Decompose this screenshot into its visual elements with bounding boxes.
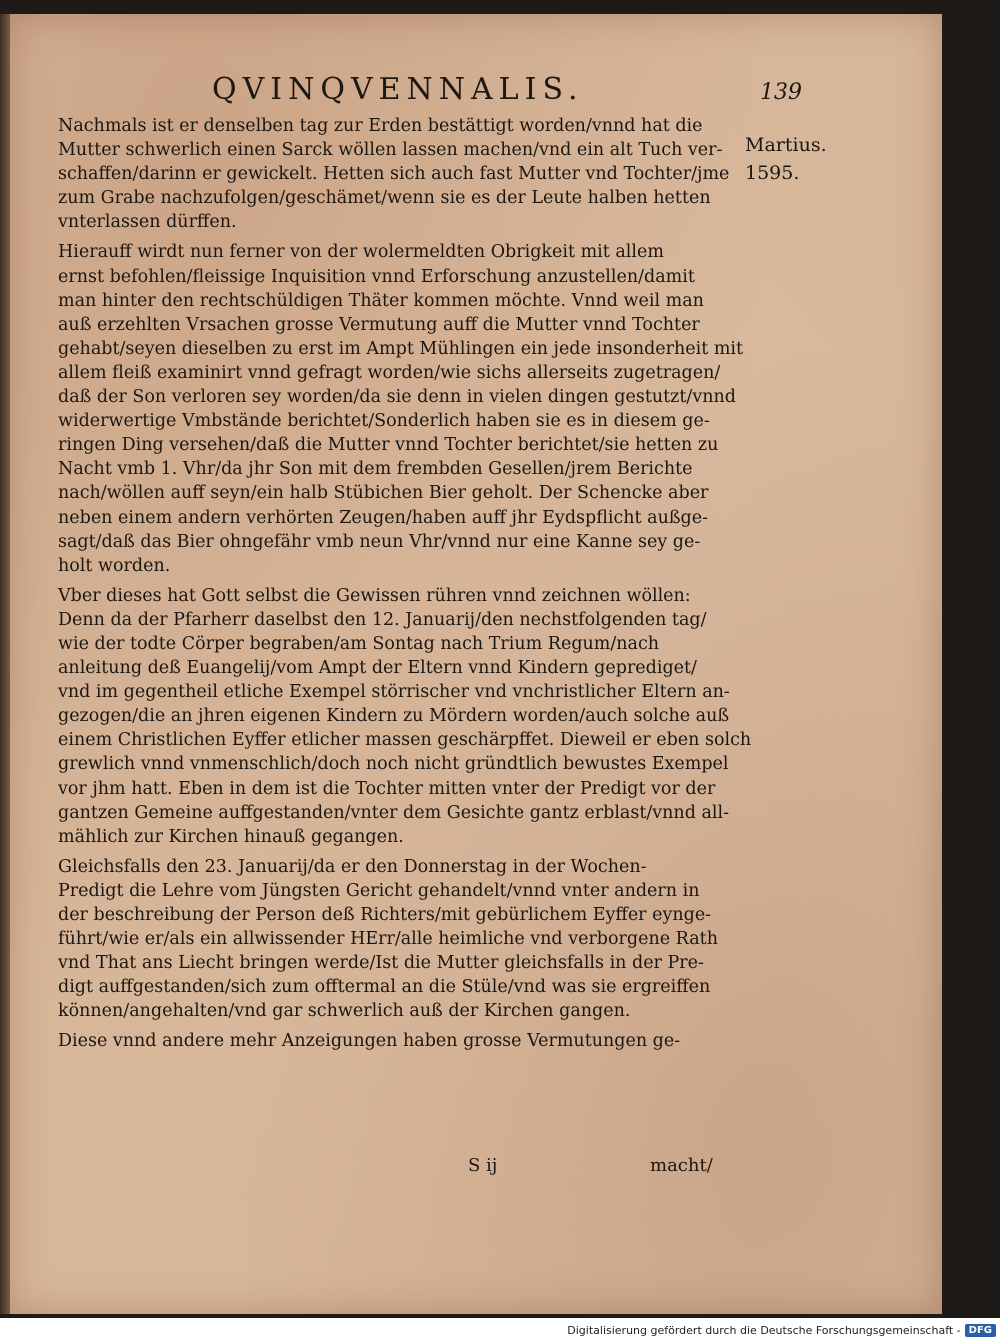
margin-note-year: 1595.: [745, 162, 800, 184]
page-number: 139: [760, 80, 802, 105]
text-line: der beschreibung der Person deß Richters/mit gebürlichem Eyffer eynge-: [58, 905, 712, 925]
text-line: führt/wie er/als ein allwissender HErr/alle heimliche vnd verborgene Rath: [58, 929, 718, 950]
text-line: gezogen/die an jhren eigenen Kindern zu Mördern worden/auch solche auß: [58, 706, 730, 727]
text-line: einem Christlichen Eyffer etlicher massen geschärpffet. Dieweil er eben solch: [58, 730, 752, 751]
text-line: Predigt die Lehre vom Jüngsten Gericht gehandelt/vnnd vnter andern in: [58, 880, 700, 901]
text-line: gehabt/seyen dieselben zu erst im Ampt Mühlingen ein jede insonderheit mit: [58, 338, 744, 359]
text-line: grewlich vnnd vnmenschlich/doch noch nicht gründtlich bewustes Exempel: [58, 754, 729, 775]
margin-note-month: Martius.: [745, 134, 827, 156]
text-line: zum Grabe nachzufolgen/geschämet/wenn sie es der Leute halben hetten: [58, 188, 711, 209]
text-line: Nachmals ist er denselben tag zur Erden bestättigt worden/vnnd hat die: [58, 116, 703, 136]
text-line: neben einem andern verhörten Zeugen/haben auff jhr Eydspflicht außge-: [58, 507, 709, 528]
text-line: sagt/daß das Bier ohngefähr vmb neun Vhr/vnnd nur eine Kanne sey ge-: [58, 531, 701, 552]
text-line: vnterlassen dürffen.: [58, 212, 237, 233]
catchword: macht/: [650, 1155, 713, 1176]
digitization-footer: [567, 1320, 996, 1340]
body-text: [58, 114, 752, 1054]
text-line: Diese vnnd andere mehr Anzeigungen haben grosse Vermutungen ge-: [58, 1031, 681, 1052]
text-line: nach/wöllen auff seyn/ein halb Stübichen Bier geholt. Der Schencke aber: [58, 483, 709, 504]
text-line: vnd That ans Liecht bringen werde/Ist die Mutter gleichsfalls in der Pre-: [58, 953, 704, 974]
text-line: Nacht vmb 1. Vhr/da jhr Son mit dem frembden Gesellen/jrem Berichte: [58, 459, 693, 480]
text-line: schaffen/darinn er gewickelt. Hetten sich auch fast Mutter vnd Tochter/jme: [58, 164, 730, 185]
text-line: man hinter den rechtschüldigen Thäter kommen möchte. Vnnd weil man: [58, 290, 704, 311]
footer-credit: Digitalisierung gefördert durch die Deutsche Forschungsgemeinschaft -: [567, 1323, 961, 1337]
running-title: QVINQVENNALIS.: [212, 72, 584, 107]
text-line: holt worden.: [58, 555, 171, 576]
text-line: vor jhm hatt. Eben in dem ist die Tochter mitten vnter der Predigt vor der: [58, 778, 716, 799]
text-line: auß erzehlten Vrsachen grosse Vermutung auff die Mutter vnnd Tochter: [58, 314, 700, 335]
text-line: widerwertige Vmbstände berichtet/Sonderlich haben sie es in diesem ge-: [58, 411, 710, 432]
text-line: ringen Ding versehen/daß die Mutter vnnd Tochter berichtet/sie hetten zu: [58, 435, 719, 456]
text-line: allem fleiß examinirt vnnd gefragt worden/wie sichs allerseits zugetragen/: [58, 362, 721, 383]
text-line: Gleichsfalls den 23. Januarij/da er den Donnerstag in der Wochen-: [58, 856, 647, 877]
text-line: ernst befohlen/fleissige Inquisition vnnd Erforschung anzustellen/damit: [58, 266, 695, 287]
text-line: wie der todte Cörper begraben/am Sontag nach Trium Regum/nach: [58, 633, 660, 654]
text-line: digt auffgestanden/sich zum offtermal an die Stüle/vnd was sie ergreiffen: [58, 977, 711, 998]
text-line: vnd im gegentheil etliche Exempel störrischer vnd vnchristlicher Eltern an-: [58, 682, 730, 703]
text-line: daß der Son verloren sey worden/da sie denn in vielen dingen gestutzt/vnnd: [58, 387, 736, 408]
text-line: Vber dieses hat Gott selbst die Gewissen rühren vnnd zeichnen wöllen:: [58, 585, 691, 606]
text-line: Hierauff wirdt nun ferner von der wolermeldten Obrigkeit mit allem: [58, 242, 664, 263]
text-line: mählich zur Kirchen hinauß gegangen.: [58, 826, 404, 847]
text-line: Denn da der Pfarherr daselbst den 12. Januarij/den nechstfolgenden tag/: [58, 609, 707, 630]
dfg-logo: DFG: [965, 1324, 996, 1337]
text-line: anleitung deß Euangelij/vom Ampt der Eltern vnnd Kindern geprediget/: [58, 658, 697, 679]
text-line: Mutter schwerlich einen Sarck wöllen lassen machen/vnd ein alt Tuch ver-: [58, 140, 723, 161]
text-line: können/angehalten/vnd gar schwerlich auß der Kirchen gangen.: [58, 1001, 631, 1022]
text-line: gantzen Gemeine auffgestanden/vnter dem Gesichte gantz erblast/vnnd all-: [58, 802, 730, 823]
signature-mark: S ij: [468, 1155, 498, 1176]
page-gutter: [0, 14, 10, 1314]
